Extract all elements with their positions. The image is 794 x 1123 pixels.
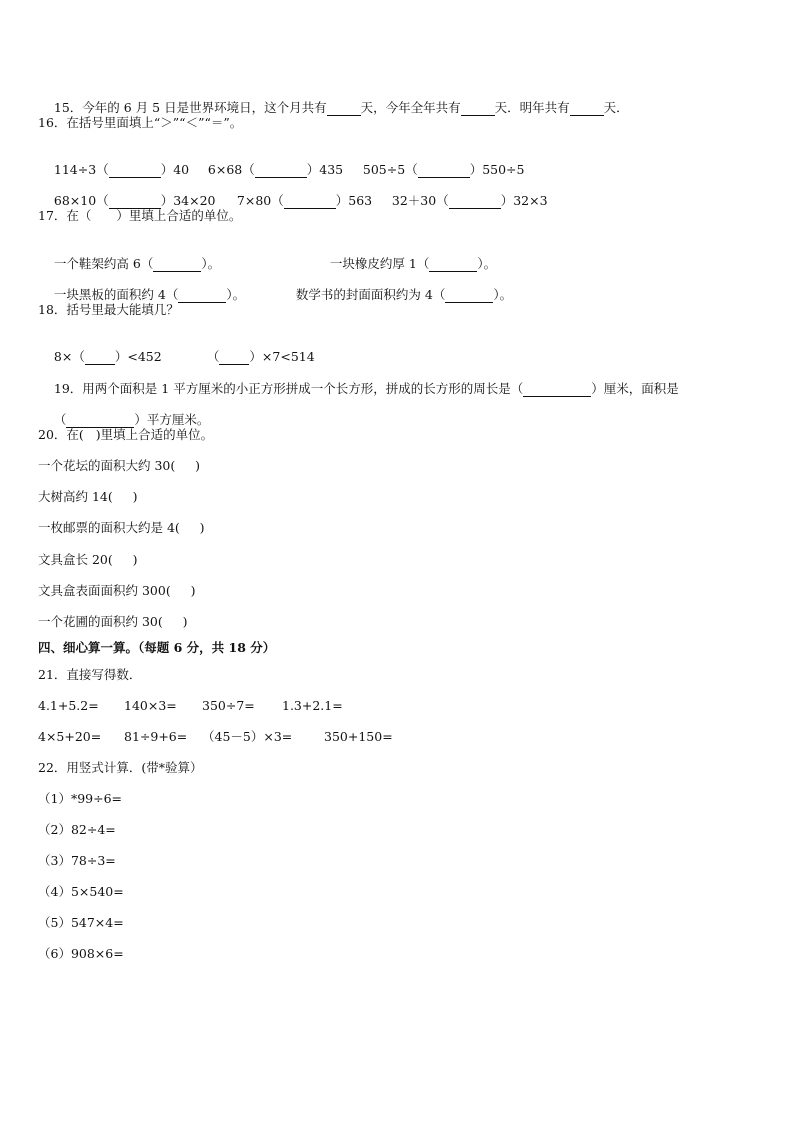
q17-item-1-left: 一个鞋架约高 6（ bbox=[53, 256, 154, 271]
q15-blank-3[interactable] bbox=[570, 102, 604, 116]
question-21-title: 21．直接写得数． bbox=[38, 667, 142, 682]
q22-item-1: （1）*99÷6= bbox=[38, 791, 123, 806]
q17-item-3-right: ）。 bbox=[226, 287, 246, 302]
q16-blank-2[interactable] bbox=[255, 164, 307, 178]
q17-item-4-left: 数学书的封面面积约为 4（ bbox=[295, 287, 446, 302]
q22-item-5: （5）547×4= bbox=[38, 915, 124, 930]
q21-item-8: 350+150= bbox=[324, 729, 393, 744]
q18-item-1-right: ）<452 bbox=[114, 349, 162, 364]
q19-text-1: 19．用两个面积是 1 平方厘米的小正方形拼成一个长方形，拼成的长方形的周长是（ bbox=[53, 381, 524, 396]
q16-item-6-left: 32＋30（ bbox=[391, 193, 449, 208]
question-16-title: 16．在括号里面填上“＞”“＜”“＝”。 bbox=[38, 115, 243, 130]
q20-item-3: 一枚邮票的面积大约是 4( ) bbox=[38, 520, 205, 535]
q15-text-2: 天，今年全年共有 bbox=[360, 100, 461, 115]
q17-item-2-left: 一块橡皮约厚 1（ bbox=[329, 256, 430, 271]
q21-item-7: （45－5）×3= bbox=[202, 729, 293, 744]
q17-blank-3[interactable] bbox=[178, 289, 226, 303]
q15-text-1: 15．今年的 6 月 5 日是世界环境日，这个月共有 bbox=[53, 100, 327, 115]
q15-text-4: 天． bbox=[603, 100, 629, 115]
q16-item-1-right: ）40 bbox=[160, 162, 190, 177]
q15-text-3: 天．明年共有 bbox=[494, 100, 570, 115]
q17-item-3-left: 一块黑板的面积约 4（ bbox=[53, 287, 179, 302]
q18-item-2-left: （ bbox=[206, 349, 220, 364]
q17-blank-1[interactable] bbox=[153, 258, 201, 272]
q20-item-6: 一个花圃的面积约 30( ) bbox=[38, 614, 188, 629]
q15-blank-2[interactable] bbox=[461, 102, 495, 116]
q20-item-5: 文具盒表面面积约 300( ) bbox=[38, 583, 196, 598]
q19-blank-2[interactable] bbox=[66, 414, 134, 428]
q21-item-5: 4×5+20= bbox=[38, 729, 102, 744]
section-4-heading: 四、细心算一算。（每题 6 分，共 18 分） bbox=[38, 640, 276, 655]
q19-text-3: （ bbox=[53, 412, 67, 427]
q16-item-6-right: ）32×3 bbox=[500, 193, 548, 208]
q18-blank-1[interactable] bbox=[85, 351, 115, 365]
q16-item-1-left: 114÷3（ bbox=[53, 162, 109, 177]
q21-item-2: 140×3= bbox=[124, 698, 177, 713]
q16-blank-4[interactable] bbox=[109, 195, 161, 209]
q18-item-1-left: 8×（ bbox=[53, 349, 85, 364]
q16-blank-6[interactable] bbox=[449, 195, 501, 209]
q16-blank-3[interactable] bbox=[418, 164, 470, 178]
q21-item-4: 1.3+2.1= bbox=[282, 698, 343, 713]
q21-item-1: 4.1+5.2= bbox=[38, 698, 99, 713]
q18-blank-2[interactable] bbox=[219, 351, 249, 365]
q16-item-4-right: ）34×20 bbox=[160, 193, 216, 208]
q16-item-3-left: 505÷5（ bbox=[362, 162, 418, 177]
q20-item-1: 一个花坛的面积大约 30( ) bbox=[38, 458, 200, 473]
q20-item-2: 大树高约 14( ) bbox=[38, 489, 138, 504]
q17-item-1-right: ）。 bbox=[201, 256, 221, 271]
q16-item-4-left: 68×10（ bbox=[53, 193, 109, 208]
question-17-title: 17．在（ ）里填上合适的单位。 bbox=[38, 208, 242, 223]
q19-text-4: ）平方厘米。 bbox=[134, 412, 210, 427]
q15-blank-1[interactable] bbox=[327, 102, 361, 116]
q17-item-4-right: ）。 bbox=[493, 287, 513, 302]
q16-item-6 bbox=[376, 177, 548, 225]
question-22-title: 22．用竖式计算．(带*验算） bbox=[38, 760, 203, 775]
q16-item-2-right: ）435 bbox=[306, 162, 344, 177]
q19-blank-1[interactable] bbox=[523, 383, 591, 397]
q17-blank-2[interactable] bbox=[429, 258, 477, 272]
q22-item-2: （2）82÷4= bbox=[38, 822, 116, 837]
q17-item-4 bbox=[280, 271, 512, 319]
q16-item-5-left: 7×80（ bbox=[236, 193, 284, 208]
question-18-title: 18．括号里最大能填几？ bbox=[38, 302, 179, 317]
q17-blank-4[interactable] bbox=[445, 289, 493, 303]
q18-item-2-right: ）×7<514 bbox=[249, 349, 315, 364]
q16-blank-1[interactable] bbox=[109, 164, 161, 178]
q22-item-3: （3）78÷3= bbox=[38, 853, 116, 868]
q22-item-6: （6）908×6= bbox=[38, 946, 124, 961]
q21-item-3: 350÷7= bbox=[202, 698, 255, 713]
q22-item-4: （4）5×540= bbox=[38, 884, 124, 899]
q16-item-5-right: ）563 bbox=[335, 193, 373, 208]
q16-blank-5[interactable] bbox=[284, 195, 336, 209]
q16-item-2-left: 6×68（ bbox=[207, 162, 255, 177]
q19-text-2: ）厘米，面积是 bbox=[591, 381, 679, 396]
q16-item-5 bbox=[221, 177, 372, 225]
q16-item-3-right: ）550÷5 bbox=[469, 162, 525, 177]
q20-item-4: 文具盒长 20( ) bbox=[38, 552, 138, 567]
question-20-title: 20．在( )里填上合适的单位。 bbox=[38, 427, 214, 442]
q17-item-2-right: ）。 bbox=[477, 256, 497, 271]
q21-item-6: 81÷9+6= bbox=[124, 729, 188, 744]
